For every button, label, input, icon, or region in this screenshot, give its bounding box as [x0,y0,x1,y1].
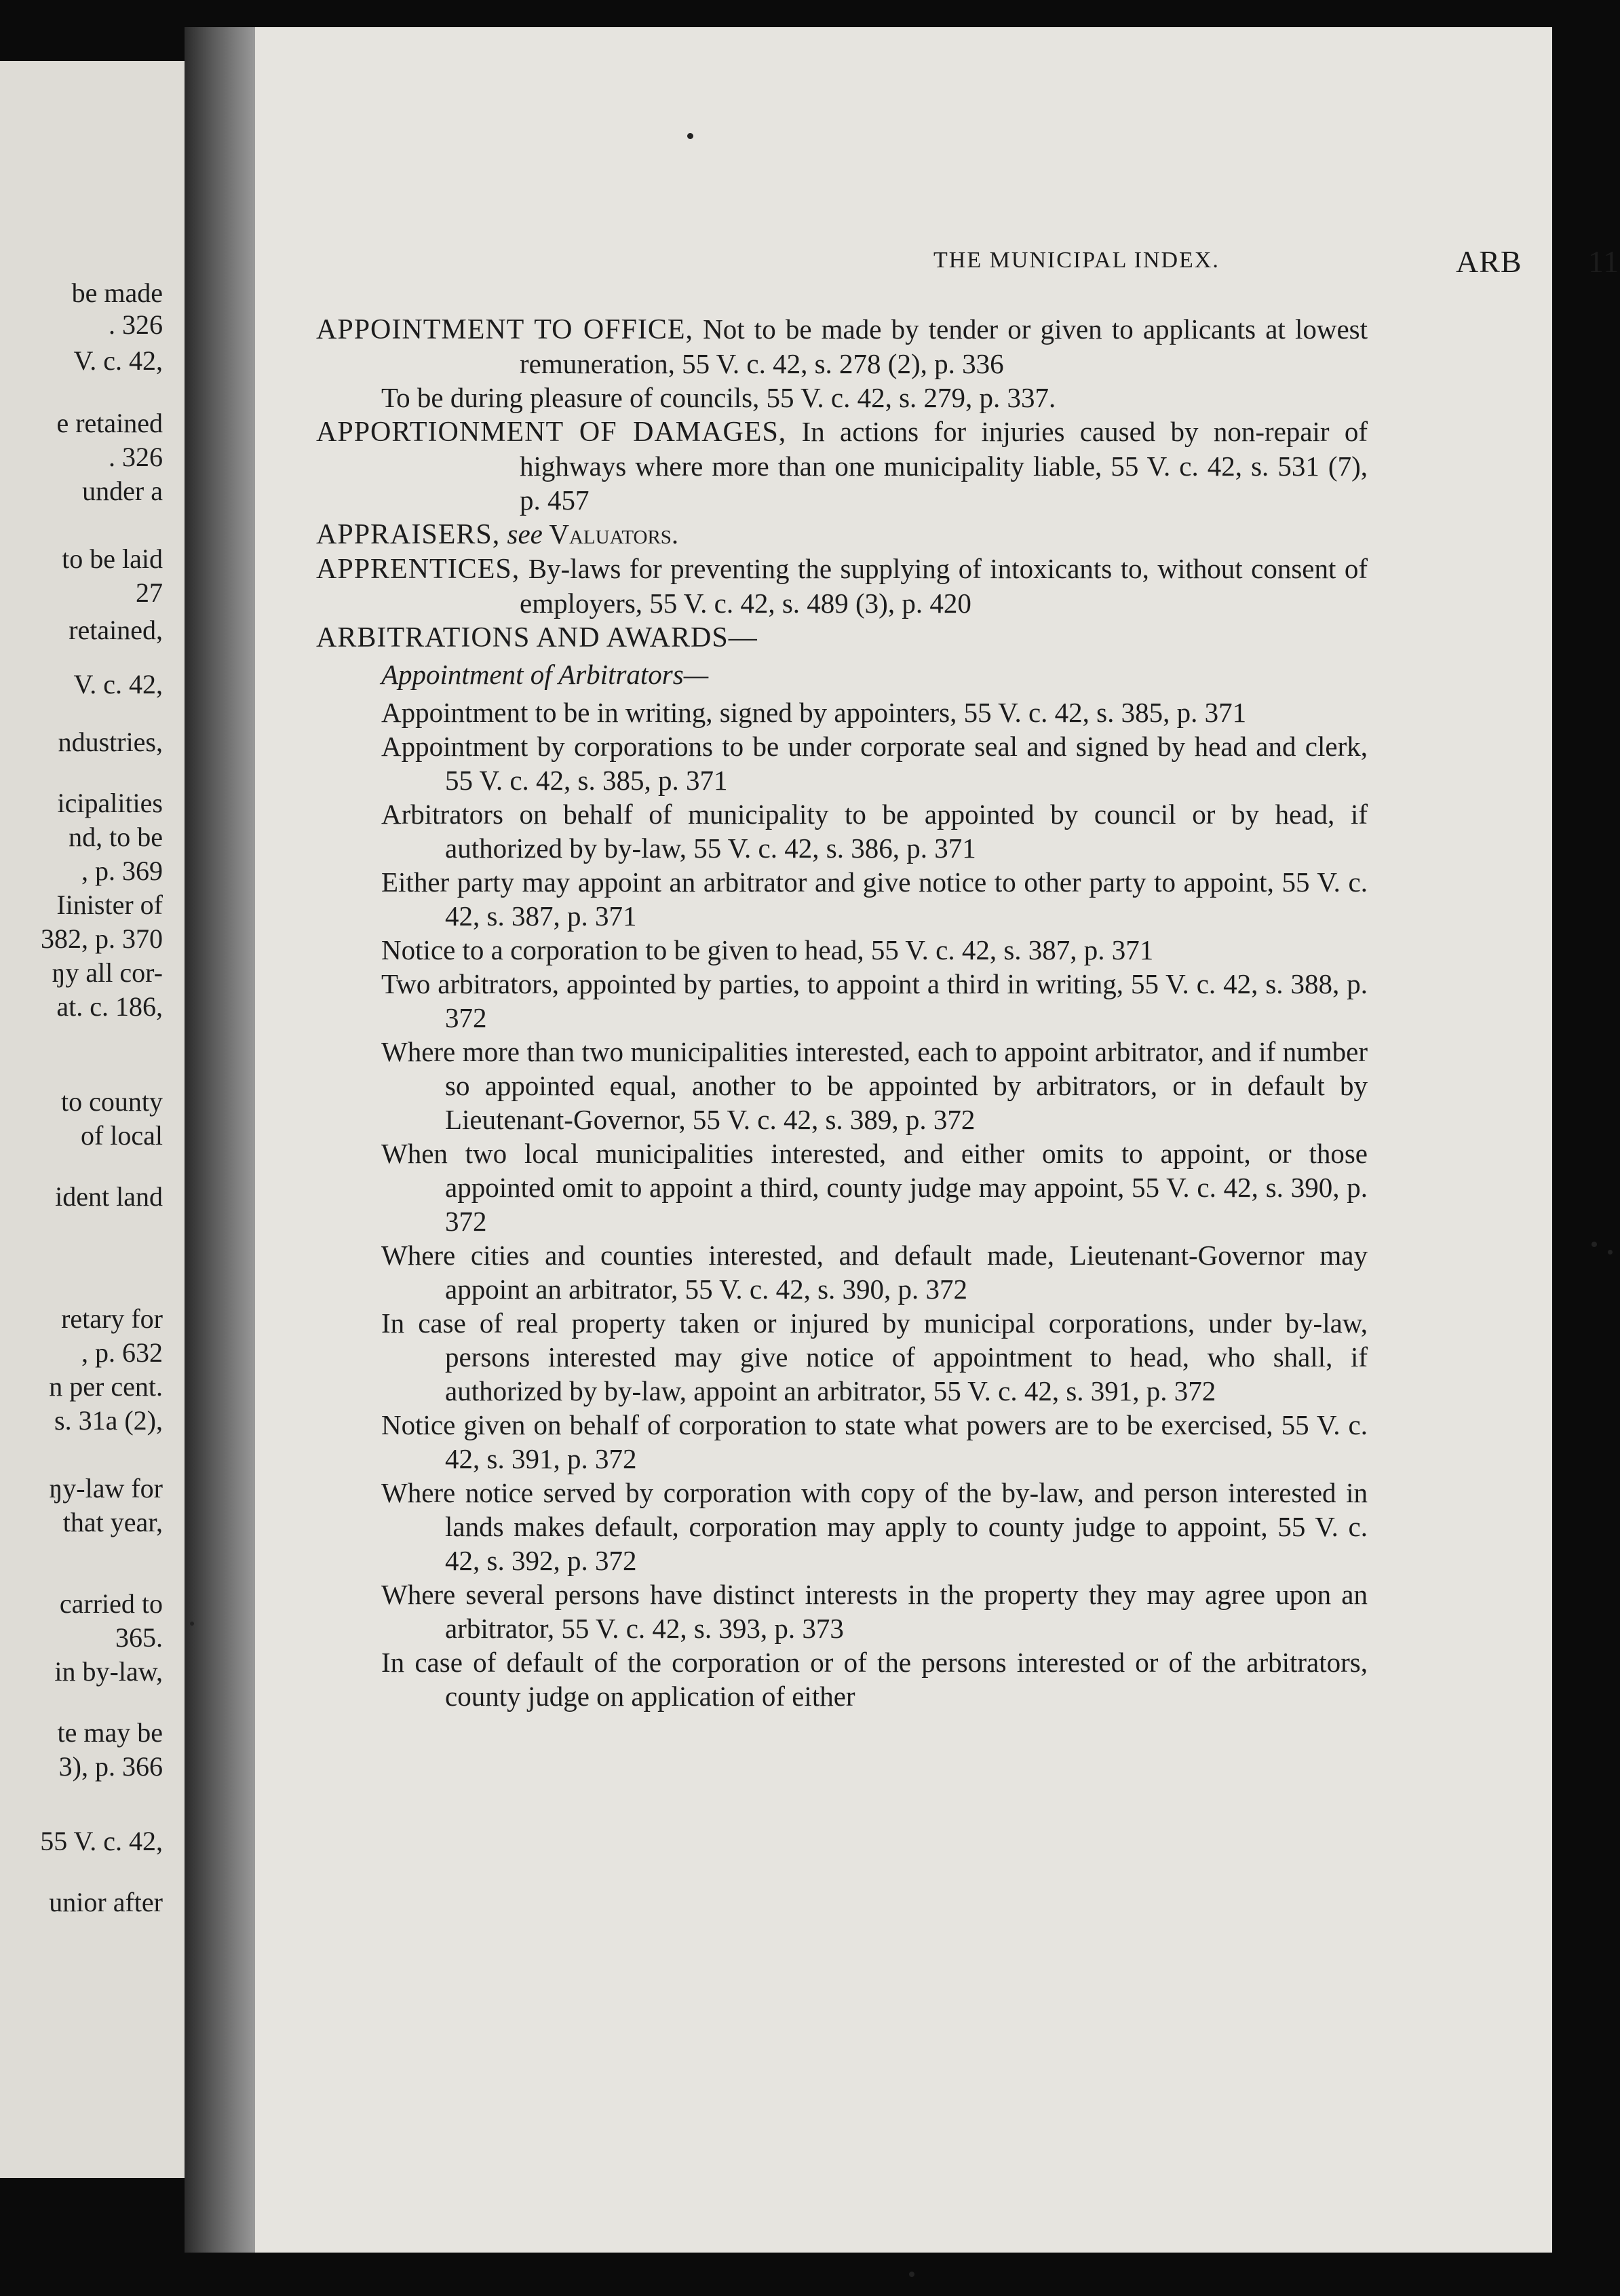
facing-page-text-fragment: V. c. 42, [73,345,163,376]
facing-page-text-fragment: be made [71,278,163,308]
index-subentry: In case of real property taken or injured by municipal corporations, under by-law, persons interested may give notice of appointment to head, who shall, if authorized by by-law, appoint an arbitrator, 55 V. c. 42, s. 391, p. 372 [381,1307,1368,1407]
index-entry-apportionment [316,415,1368,517]
running-head-title: THE MUNICIPAL INDEX. [933,248,1220,273]
facing-page [0,61,185,2178]
index-entry-arbitrations [316,620,1368,655]
index-subentry: Appointment to be in writing, signed by appointers, 55 V. c. 42, s. 385, p. 371 [381,697,1247,728]
index-subentry: Where cities and counties interested, and default made, Lieutenant-Governor may appoint an arbitrator, 55 V. c. 42, s. 390, p. 372 [381,1240,1368,1305]
running-head [933,244,1620,288]
facing-page-text-fragment: to county [61,1086,163,1117]
index-subentry: When two local municipalities interested, and either omits to appoint, or those appointed omit to appoint a third, county judge may appoint, 55 V. c. 42, s. 390, p. 372 [381,1138,1368,1237]
facing-page-text-fragment: to be laid [62,543,163,574]
facing-page-text-fragment: 55 V. c. 42, [40,1826,163,1856]
facing-page-text-fragment: 365. [115,1622,163,1653]
facing-page-text-fragment: 382, p. 370 [41,923,163,954]
facing-page-text-fragment: 27 [136,577,163,608]
entry-text: Not to be made by tender or given to applicants at lowest remuneration, 55 V. c. 42, s. 278 (2), p. 336 [520,313,1368,379]
facing-page-text-fragment: . 326 [109,309,163,340]
index-subentry: Where notice served by corporation with copy of the by-law, and person interested in lands makes default, corporation may apply to county judge to appoint, 55 V. c. 42, s. 392, p. 372 [381,1477,1368,1576]
subheading: Appointment of Arbitrators— [381,659,709,690]
index-entry-appointment-to-office [316,312,1368,381]
facing-page-text-fragment: ŋy-law for [49,1473,163,1504]
arbitration-items [316,695,1368,1713]
facing-page-text-fragment: of local [80,1120,163,1151]
facing-page-text-fragment: 3), p. 366 [58,1751,163,1782]
facing-page-text-fragment: ident land [55,1181,163,1212]
facing-page-text-fragment: that year, [62,1507,163,1537]
index-entry-apprentices [316,552,1368,620]
book-gutter [185,27,255,2253]
page-number: 11 [1588,244,1620,279]
index-subentry: To be during pleasure of councils, 55 V. c. 42, s. 279, p. 337. [381,382,1056,413]
facing-page-text-fragment: , p. 632 [81,1337,163,1368]
facing-page-text-fragment: s. 31a (2), [54,1405,163,1436]
facing-page-text-fragment: retained, [69,615,163,645]
entry-text: By-laws for preventing the supplying of intoxicants to, without consent of employers, 55 V. c. 42, s. 489 (3), p. 420 [520,553,1368,619]
facing-page-text-fragment: at. c. 186, [56,991,163,1022]
facing-page-text-fragment: te may be [57,1717,163,1748]
index-subentry: Notice to a corporation to be given to head, 55 V. c. 42, s. 387, p. 371 [381,934,1154,965]
facing-page-text-fragment: under a [82,476,163,506]
facing-page-text-fragment: , p. 369 [81,856,163,886]
facing-page-text-fragment: n per cent. [49,1371,163,1402]
facing-page-text-fragment: nd, to be [69,822,163,852]
entry-heading: ARBITRATIONS AND AWARDS— [316,622,758,653]
index-body [316,312,1368,1713]
facing-page-text-fragment: icipalities [57,788,163,818]
entry-heading: APPORTIONMENT OF DAMAGES, [316,417,787,448]
entry-heading: APPRAISERS, [316,519,501,550]
index-subentry: Arbitrators on behalf of municipality to be appointed by council or by head, if authorized by by-law, 55 V. c. 42, s. 386, p. 371 [381,799,1368,864]
index-entry-appraisers [316,517,1368,552]
entry-heading: APPRENTICES, [316,554,520,585]
entry-text: In actions for injuries caused by non-repair of highways where more than one municipality liable, 55 V. c. 42, s. 531 (7), p. 457 [520,416,1368,516]
index-subentry: Either party may appoint an arbitrator and give notice to other party to appoint, 55 V. c. 42, s. 387, p. 371 [381,866,1368,932]
index-subentry: Appointment by corporations to be under corporate seal and signed by head and clerk, 55 V. c. 42, s. 385, p. 371 [381,731,1368,796]
facing-page-text-fragment: Iinister of [56,889,163,920]
index-subentry: Where more than two municipalities interested, each to appoint arbitrator, and if number so appointed equal, another to be appointed by arbitrators, or in default by Lieutenant-Governor, 55 V. c. 42, s. 389, p. 372 [381,1036,1368,1135]
facing-page-text-fragment: ŋy all cor- [52,957,163,988]
facing-page-text-fragment: in by-law, [54,1656,163,1687]
facing-page-text-fragment: carried to [59,1588,163,1619]
facing-page-text-fragment: . 326 [109,442,163,472]
cross-reference: Valuators. [542,518,679,550]
index-subentry: Two arbitrators, appointed by parties, to appoint a third in writing, 55 V. c. 42, s. 388, p. 372 [381,968,1368,1033]
index-subentry: In case of default of the corporation or of the persons interested or of the arbitrators, county judge on application of either [381,1647,1368,1712]
facing-page-text-fragment: V. c. 42, [73,669,163,700]
facing-page-text-fragment: retary for [61,1303,163,1334]
facing-page-text-fragment: ndustries, [58,727,163,757]
facing-page-text-fragment: e retained [56,408,163,438]
see-reference: see [500,518,543,550]
entry-heading: APPOINTMENT TO OFFICE, [316,314,694,345]
section-code: ARB [1456,244,1522,279]
index-subentry: Where several persons have distinct interests in the property they may agree upon an arbitrator, 55 V. c. 42, s. 393, p. 373 [381,1579,1368,1644]
facing-page-text-fragment: unior after [49,1887,163,1917]
index-subentry: Notice given on behalf of corporation to state what powers are to be exercised, 55 V. c. 42, s. 391, p. 372 [381,1409,1368,1474]
